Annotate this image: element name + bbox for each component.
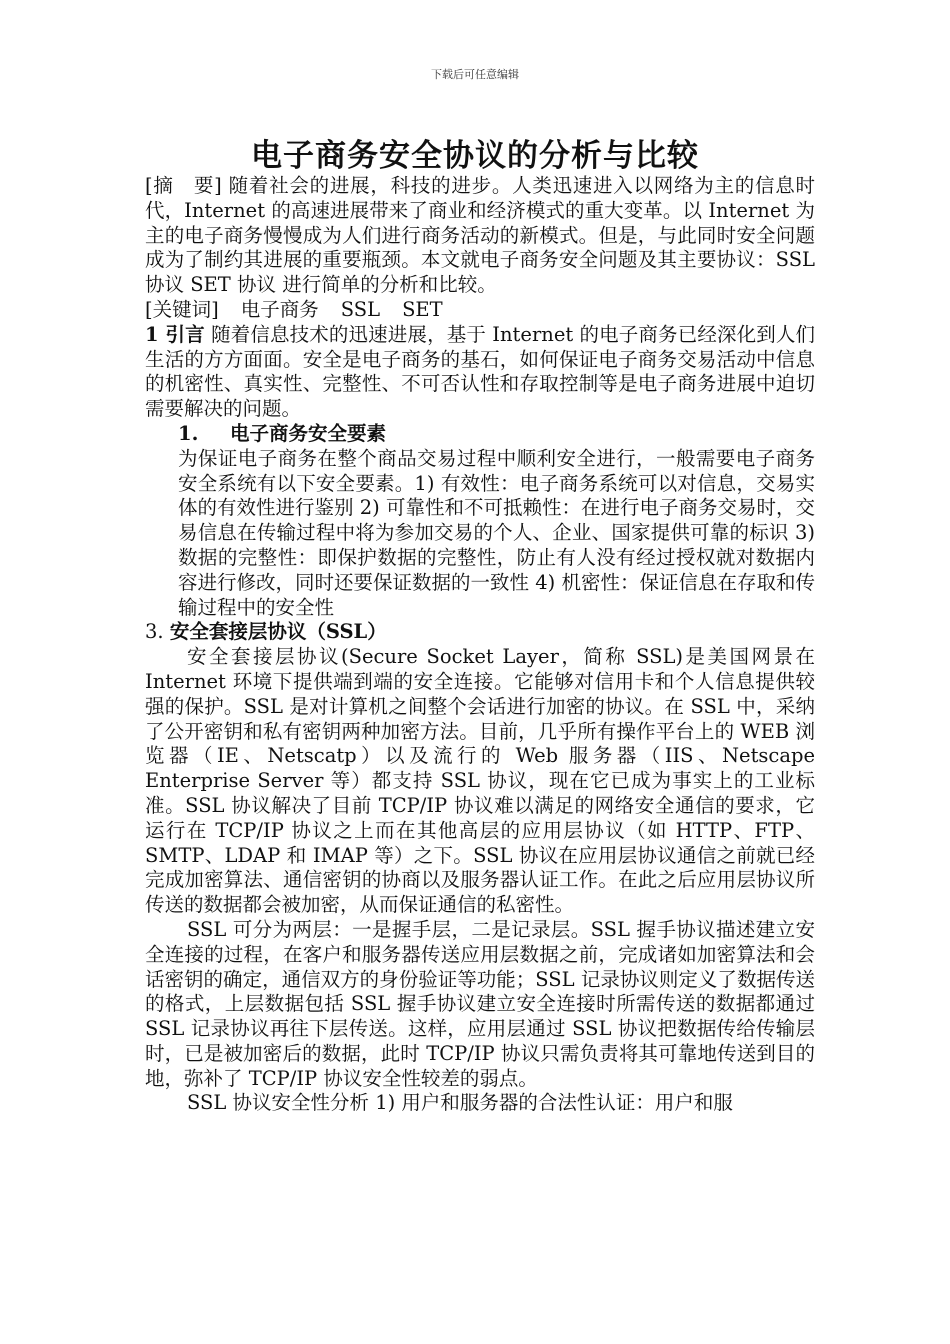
- document-body: [145, 174, 815, 1116]
- intro-heading: 1 引言: [145, 322, 205, 346]
- document-title: 电子商务安全协议的分析与比较: [251, 138, 699, 174]
- keyword-1: 电子商务: [240, 297, 319, 321]
- section-1-heading: [178, 422, 815, 447]
- abstract: [145, 174, 815, 298]
- section-1-title: 电子商务安全要素: [230, 421, 387, 445]
- section-1-number: 1.: [178, 421, 199, 445]
- keyword-2: SSL: [340, 297, 381, 321]
- intro-text: 随着信息技术的迅速进展，基于 Internet 的电子商务已经深化到人们生活的方方面面。安全是电子商务的基石，如何保证电子商务交易活动中信息的机密性、真实性、完整性、不可否认性和存取控制等是电子商务进展中迫切需要解决的问题。: [145, 322, 815, 421]
- abstract-text: 随着社会的进展，科技的进步。人类迅速进入以网络为主的信息时代，Internet 的高速进展带来了商业和经济模式的重大变革。以 Internet 为主的电子商务慢慢成为人们进行商务活动的新模式。但是，与此同时安全问题成为了制约其进展的重要瓶颈。本文就电子商务安全问题及其主要协议：SSL 协议 SET 协议 进行简单的分析和比较。: [145, 174, 816, 297]
- section-3-paragraph-1: 安全套接层协议(Secure Socket Layer，简称 SSL)是美国网景在 Internet 环境下提供端到端的安全连接。它能够对信用卡和个人信息提供较强的保护。SSL 是对计算机之间整个会话进行加密的协议。在 SSL 中，采纳了公开密钥和私有密钥两种加密方法。目前，几乎所有操作平台上的 WEB 浏览器（IE、Netscatp）以及流行的 Web 服务器（IIS、Netscape Enterprise Server 等）都支持 SSL 协议，现在它已成为事实上的工业标准。SSL 协议解决了目前 TCP/IP 协议难以满足的网络安全通信的要求，它运行在 TCP/IP 协议之上而在其他高层的应用层协议（如 HTTP、FTP、SMTP、LDAP 和 IMAP 等）之下。SSL 协议在应用层协议通信之前就已经完成加密算法、通信密钥的协商以及服务器认证工作。在此之后应用层协议所传送的数据都会被加密，从而保证通信的私密性。: [145, 645, 815, 917]
- section-3-paragraph-3: SSL 协议安全性分析 1) 用户和服务器的合法性认证：用户和服: [187, 1091, 733, 1115]
- page-header: 下载后可任意编辑: [431, 68, 519, 81]
- keywords: [145, 298, 815, 323]
- abstract-label: [摘 要]: [145, 174, 222, 197]
- section-3-heading: [145, 620, 815, 645]
- keyword-3: SET: [402, 297, 443, 321]
- section-3-title: 安全套接层协议（SSL）: [169, 620, 387, 644]
- section-1: [145, 422, 815, 620]
- keywords-label: [关键词]: [145, 297, 219, 321]
- section-1-text: 为保证电子商务在整个商品交易过程中顺利安全进行，一般需要电子商务安全系统有以下安全要素。1) 有效性：电子商务系统可以对信息，交易实体的有效性进行鉴别 2) 可靠性和不可抵赖性：在进行电子商务交易时，交易信息在传输过程中将为参加交易的个人、企业、国家提供可靠的标识 3) 数据的完整性：即保护数据的完整性，防止有人没有经过授权就对数据内容进行修改，同时还要保证数据的一致性 4) 机密性：保证信息在存取和传输过程中的安全性: [178, 446, 815, 619]
- section-3-paragraph-2: SSL 可分为两层：一是握手层，二是记录层。SSL 握手协议描述建立安全连接的过程，在客户和服务器传送应用层数据之前，完成诸如加密算法和会话密钥的确定，通信双方的身份验证等功能；SSL 记录协议则定义了数据传送的格式，上层数据包括 SSL 握手协议建立安全连接时所需传送的数据都通过 SSL 记录协议再往下层传送。这样，应用层通过 SSL 协议把数据传给传输层时，已是被加密后的数据，此时 TCP/IP 协议只需负责将其可靠地传送到目的地，弥补了 TCP/IP 协议安全性较差的弱点。: [145, 917, 815, 1090]
- intro-paragraph: [145, 323, 815, 422]
- section-3-number: 3.: [145, 620, 164, 644]
